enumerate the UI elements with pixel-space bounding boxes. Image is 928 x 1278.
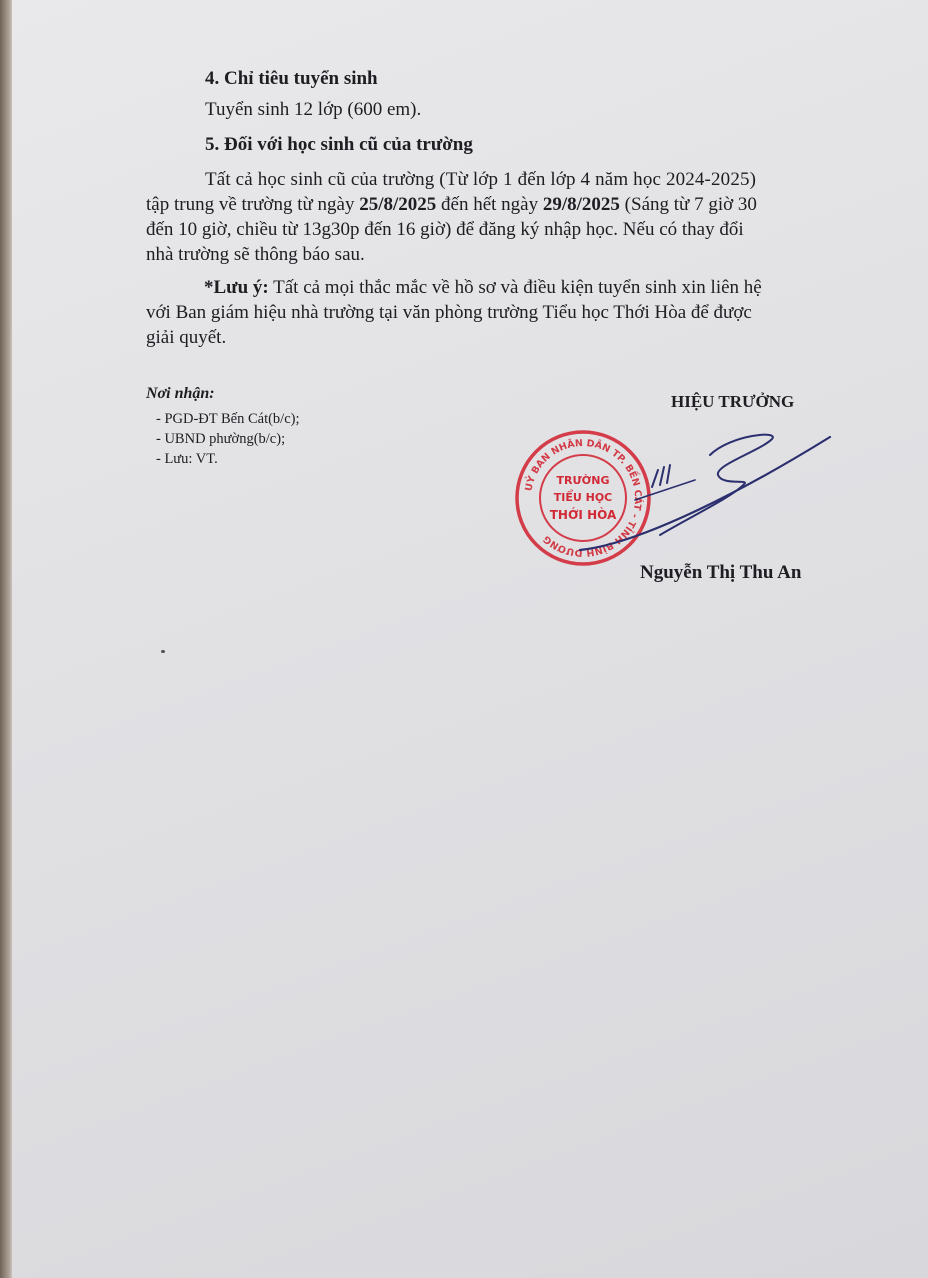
recipient-item: - Lưu: VT. (156, 451, 218, 467)
section5-line2-a: tập trung về trường từ ngày (146, 194, 360, 215)
signatory-role: HIỆU TRƯỞNG (671, 392, 795, 411)
note-line3: giải quyết. (146, 327, 227, 348)
handwritten-signature (540, 425, 840, 565)
seal-ring-text: UỶ BAN NHÂN DÂN TP. BẾN CÁT - TỈNH BÌNH DƯƠNG (523, 437, 644, 559)
section5-line4: nhà trường sẽ thông báo sau. (146, 244, 365, 265)
recipients-title: Nơi nhận: (146, 385, 215, 402)
seal-line1: TRƯỜNG (556, 474, 610, 487)
note-label: *Lưu ý: (204, 277, 269, 298)
note-line1 (204, 276, 762, 300)
paper-speck (161, 650, 165, 653)
note-line1-text: Tất cả mọi thắc mắc về hồ sơ và điều kiện tuyển sinh xin liên hệ (268, 277, 762, 298)
section5-line2-c: (Sáng từ 7 giờ 30 (619, 194, 757, 215)
start-date: 25/8/2025 (359, 194, 437, 215)
seal-line3: THỚI HÒA (549, 508, 617, 522)
note-line2: với Ban giám hiệu nhà trường tại văn phòng trường Tiểu học Thới Hòa để được (146, 302, 752, 323)
end-date: 29/8/2025 (542, 194, 620, 215)
section5-line3: đến 10 giờ, chiều từ 13g30p đến 16 giờ) để đăng ký nhập học. Nếu có thay đổi (146, 219, 744, 240)
recipient-item: - PGD-ĐT Bến Cát(b/c); (156, 411, 300, 427)
signatory-name: Nguyễn Thị Thu An (640, 562, 802, 583)
section4-body: Tuyển sinh 12 lớp (600 em). (205, 99, 422, 120)
recipient-item: - UBND phường(b/c); (156, 431, 286, 447)
section4-heading: 4. Chỉ tiêu tuyển sinh (205, 68, 378, 89)
section5-heading: 5. Đối với học sinh cũ của trường (205, 134, 473, 155)
seal-line2: TIỂU HỌC (553, 491, 613, 504)
section5-line2-b: đến hết ngày (436, 194, 543, 215)
section5-line1: Tất cả học sinh cũ của trường (Từ lớp 1 đến lớp 4 năm học 2024-2025) (205, 169, 757, 190)
section5-line2 (146, 193, 757, 217)
